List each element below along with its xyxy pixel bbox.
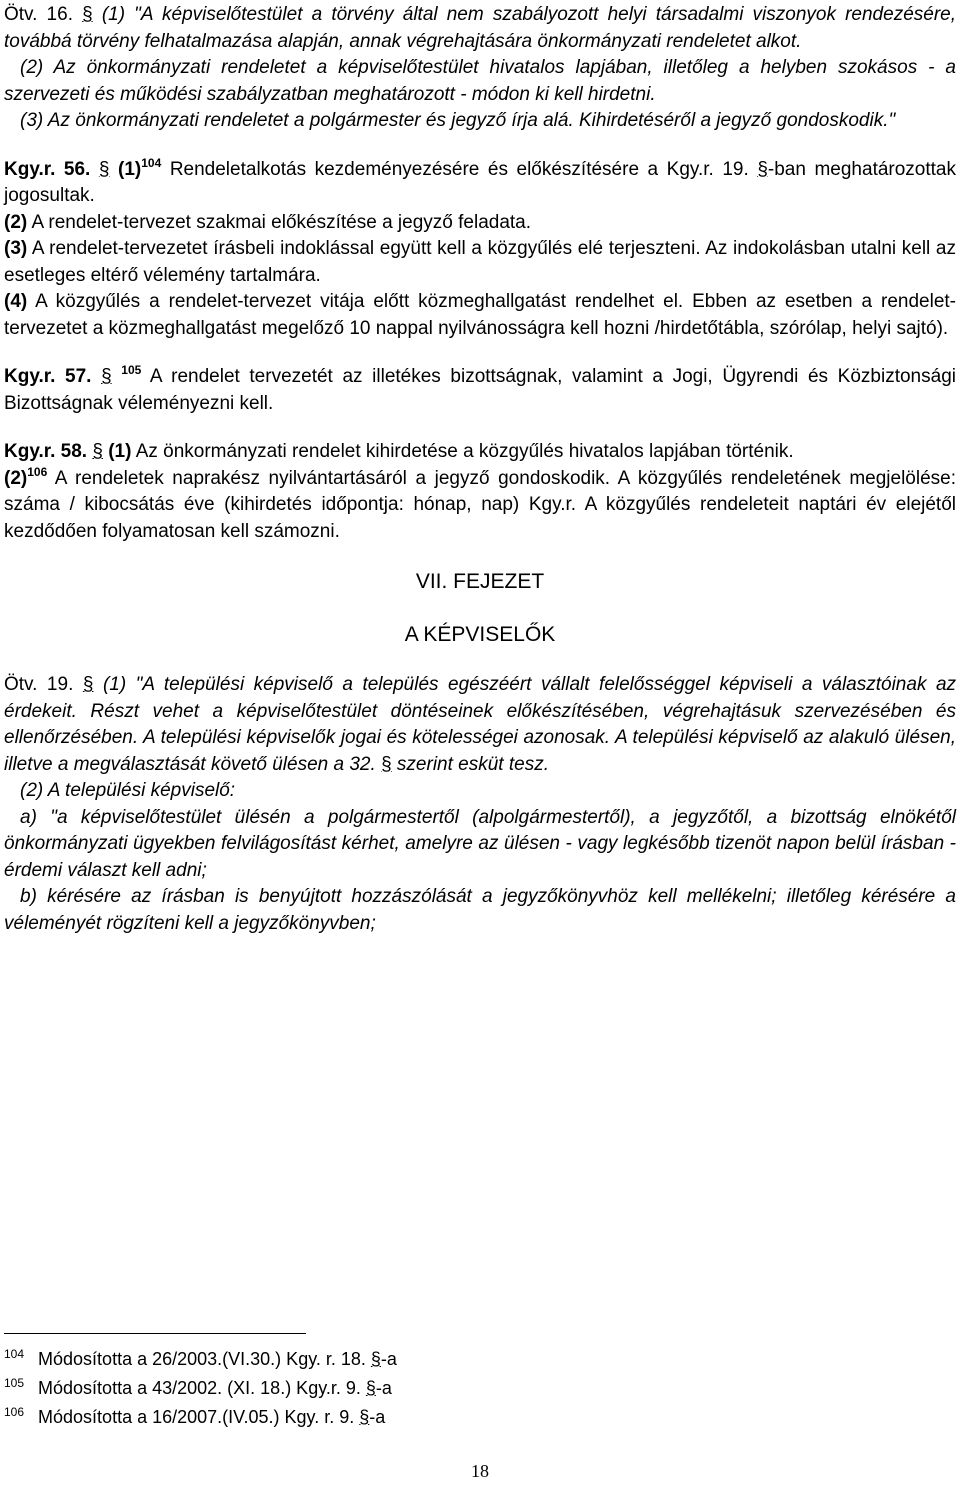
kgy56-paragraph-3 [4, 236, 956, 289]
kgy58-p1-text: Az önkormányzati rendelet kihirdetése a közgyűlés hivatalos lapjában történik. [131, 441, 794, 462]
otv16-paragraph-2: (2) Az önkormányzati rendeletet a képviselőtestület hivatalos lapjában, illetőleg a helyben szokásos - a szervezeti és működési szabályzatban meghatározott - módon ki kell hirdetni. [4, 57, 956, 105]
otv19-ref: Ötv. 19. [4, 674, 74, 695]
footnote-text: Módosította a 16/2007.(IV.05.) Kgy. r. 9. [38, 1407, 360, 1427]
otv16-p1-text: (1) "A képviselőtestület a törvény által nem szabályozott helyi társadalmi viszonyok rendezésére, továbbá törvény felhatalmazása alapján, annak végrehajtására önkormányzati rendeletet alkot. [4, 4, 956, 52]
kgy58-p2-num: (2) [4, 467, 28, 489]
footnote-tail: -a [380, 1349, 397, 1369]
otv16-paragraph-1 [4, 2, 956, 55]
kgy56-p1-text: Rendeletalkotás kezdeményezésére és előkészítésére a Kgy.r. 19. [161, 158, 758, 180]
otv16-paragraph-3: (3) Az önkormányzati rendeletet a polgármester és jegyző írja alá. Kihirdetéséről a jegyző gondoskodik." [20, 110, 896, 131]
otv19-point-b: b) kérésére az írásban is benyújtott hozzászólását a jegyzőkönyvhöz kell mellékelni; illetőleg kérésére a véleményét rögzíteni kell a jegyzőkönyvben; [4, 886, 956, 934]
kgy56-p4-text: A közgyűlés a rendelet-tervezet vitája előtt közmeghallgatást rendelhet el. Ebben az esetben a rendelet-tervezetet a közmeghallgatást megelőző 10 nappal nyilvánosságra kell hozni /hirdetőtábla, szórólap, helyi sajtó). [4, 291, 956, 339]
footnote-tail: -a [375, 1378, 392, 1398]
footnote-text: Módosította a 43/2002. (XI. 18.) Kgy.r. 9. [38, 1378, 366, 1398]
chapter-title: A KÉPVISELŐK [404, 623, 556, 646]
kgy56-p2-text: A rendelet-tervezet szakmai előkészítése a jegyző feladata. [27, 211, 532, 233]
footnotes [4, 1342, 397, 1429]
otv16-ref: Ötv. 16. [4, 4, 73, 25]
footnote-number: 104 [4, 1347, 25, 1361]
footnote-105 [4, 1371, 397, 1400]
footnote-ref-105: 105 [121, 363, 142, 377]
footnote-tail: -a [369, 1407, 386, 1427]
footnote-106 [4, 1400, 397, 1429]
section-sign: § [82, 674, 94, 695]
kgy56-p4-num: (4) [4, 291, 28, 312]
footnote-text: Módosította a 26/2003.(VI.30.) Kgy. r. 18. [38, 1349, 371, 1369]
document-page [4, 2, 956, 937]
kgy56-p2-num: (2) [4, 211, 28, 233]
section-sign: § [365, 1378, 376, 1398]
otv19-p1-a: (1) "A települési képviselő a település egészéért vállalt felelősséggel képviseli a választóinak az érdekeit. Részt vehet a képviselőtestület döntéseinek előkészítésében, végrehajtásuk szervezésében és ellenőrzésében. A települési képviselők jogai és kötelességei azonosak. A települési képviselő az alakuló ülésen, illetve a megválasztását követő ülésen a 32. [4, 674, 957, 775]
otv19-point-a: a) "a képviselőtestület ülésén a polgármestertől (alpolgármestertől), a jegyzőtől, a bizottság elnökétől önkormányzati ügyekben felvilágosítást kérhet, amelyre az ülésen - vagy legkésőbb tizenöt napon belül írásban - érdemi választ kell adni; [4, 806, 956, 881]
chapter-number: VII. FEJEZET [415, 570, 545, 593]
otv19-p1-b: szerint esküt tesz. [391, 753, 549, 775]
kgy58-paragraph-2 [4, 466, 956, 546]
section-sign: § [757, 158, 768, 180]
kgy57-text: A rendelet tervezetét az illetékes bizottságnak, valamint a Jogi, Ügyrendi és Közbiztonsági Bizottságnak véleményezni kell. [4, 366, 956, 414]
kgy58-p2-text: A rendeletek naprakész nyilvántartásáról a jegyző gondoskodik. A közgyűlés rendeletének megjelölése: száma / kibocsátás éve (kihirdetés időpontja: hónap, nap) Kgy.r. A közgyűlés rendeleteit naptári év elejétől kezdődően folyamatosan kell számozni. [4, 467, 956, 542]
kgy56-ref: Kgy.r. 56. [4, 158, 91, 180]
section-sign: § [101, 366, 112, 387]
footnote-number: 105 [4, 1376, 25, 1390]
kgy58-ref: Kgy.r. 58. [4, 441, 88, 462]
kgy56-paragraph-1 [4, 157, 956, 210]
footnote-divider [4, 1333, 306, 1334]
otv19-paragraph-1 [4, 672, 956, 778]
section-sign: § [82, 4, 93, 25]
kgy58-paragraph-1 [4, 439, 956, 466]
section-sign: § [381, 753, 392, 775]
section-sign: § [359, 1407, 370, 1427]
section-sign: § [370, 1349, 381, 1369]
kgy56-p3-num: (3) [4, 238, 28, 259]
section-sign: § [92, 441, 103, 462]
footnote-104 [4, 1342, 397, 1371]
footnote-ref-104: 104 [141, 155, 162, 170]
section-sign: § [98, 158, 110, 180]
otv19-paragraph-2: (2) A települési képviselő: [20, 780, 236, 801]
kgy56-p3-text: A rendelet-tervezetet írásbeli indoklással együtt kell a közgyűlés elé terjeszteni. Az indokolásban utalni kell az esetleges eltérő vélemény tartalmára. [4, 238, 956, 286]
kgy56-paragraph-4 [4, 289, 956, 342]
kgy57-paragraph [4, 364, 956, 417]
kgy56-p1-tail: -ban meghatározottak jogosultak. [4, 158, 956, 206]
footnote-number: 106 [4, 1405, 25, 1419]
kgy57-ref: Kgy.r. 57. [4, 366, 92, 387]
footnote-ref-106: 106 [27, 464, 48, 479]
kgy56-p1-num: (1) [118, 158, 142, 180]
kgy56-paragraph-2 [4, 210, 956, 237]
page-number: 18 [471, 1461, 489, 1481]
kgy58-p1-num: (1) [108, 441, 132, 462]
